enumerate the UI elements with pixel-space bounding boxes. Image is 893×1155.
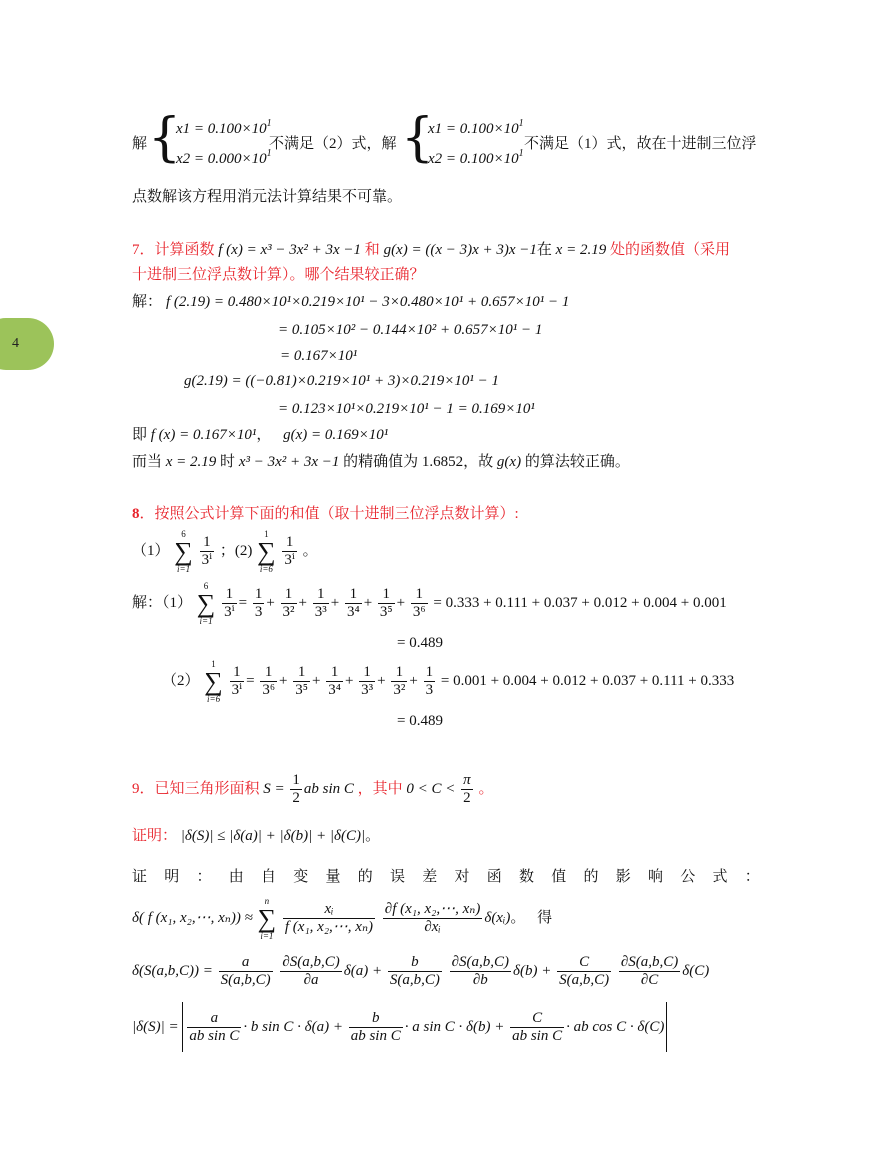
q9-spaced-line [132,866,760,888]
spaced-char: 对 [454,869,470,885]
spaced-char: 数 [519,869,535,885]
sum-symbol-1: 6 ∑ i=1 [174,528,193,574]
q7-solution-label: 解： [132,294,163,310]
spaced-char: 公 [680,869,696,885]
left-brace-1: { [148,108,182,168]
q7-title: 7．计算函数 f (x) = x³ − 3x² + 3x −1 和 g(x) = ((x − 3)x + 3)x −1在 x = 2.19 处的函数值（采用 [132,242,730,258]
p6-middle-text: 不满足（2）式，解 [269,136,397,152]
p6-sys1-row1: $x1 = 0.100\times 10^1$ [176,118,272,137]
q7-title-line2: 十进制三位浮点数计算）。哪个结果较正确？ [132,267,425,283]
spaced-char: 自 [261,869,277,885]
spaced-char: 明 [164,869,180,885]
p6-solution-label: 解 [132,136,148,152]
spaced-char: 量 [325,869,341,885]
spaced-char: 误 [390,869,406,885]
q9-prove-statement: 证明： |δ(S)| ≤ |δ(a)| + |δ(b)| + |δ(C)|。 [132,828,381,844]
sum-symbol-2: 1 ∑ i=6 [257,528,276,574]
q8-solution-row2: （2） 1 ∑ i=6 $\frac{1}{\text{3ⁱ}}$ = $\frac{1}{\text{3⁶}}$ + $\frac{1}{\text{3⁵}}$ + $\frac{1}{\text{3⁴}}$ + $\frac{1}{\text{3³}}$ + $\frac{1}{\text{3²}}$ + $\frac{1}{3}$ = 0.001 + 0.004 + 0.012 + 0.037 + 0.111 + 0.333 [162,658,735,704]
spaced-char: 式 [712,869,728,885]
spaced-char: 由 [228,869,244,885]
q9-formula: δ( f (x₁, x₂,⋯, xₙ)) ≈ n ∑ i=1 $\frac{\text{xᵢ}}{\text{f (x₁, x₂,⋯, xₙ)}}$ $\frac{\text{∂f (x₁, x₂,⋯, xₙ)}}{\text{∂xᵢ}}$ δ(xᵢ)。 得 [132,895,553,941]
left-brace-2: { [401,108,435,168]
spaced-char: 变 [293,869,309,885]
spaced-char: 的 [583,869,599,885]
p6-sys1-row2: $x2 = 0.000\times 10^1$ [176,148,272,167]
q8-parts: （1） 6 ∑ i=1 $\frac{1}{\text{3ⁱ}}$ ；(2) 1 ∑ i=6 $\frac{1}{\text{3ⁱ}}$ 。 [132,528,318,574]
spaced-char: ： [744,869,760,885]
q7-f-line3: = 0.167×10¹ [280,348,358,364]
p6-sys2-row2: $x2 = 0.100\times 10^1$ [428,148,524,167]
q9-title: 9．已知三角形面积 S = $\frac{1}{2}$ ab sin C ，其中 0 < C < $\frac{\pi}{2}$ 。 [132,772,494,807]
spaced-char: 值 [551,869,567,885]
q8-result1: = 0.489 [397,635,443,651]
q7-g-line2: = 0.123×10¹×0.219×10¹ − 1 = 0.169×10¹ [278,401,535,417]
page-number-badge: 4 [0,318,54,370]
spaced-char: 响 [648,869,664,885]
q9-eq2: |δ(S)| = $\frac{a}{\text{ab sin C}}$ · b sin C · δ(a) + $\frac{b}{\text{ab sin C}}$ · a sin C · δ(b) + $\frac{C}{\text{ab sin C}}$ · ab cos C · δ(C) [132,1002,667,1052]
q8-title: 8．按照公式计算下面的和值（取十进制三位浮点数计算）: [132,506,519,522]
p6-tail-text: 不满足（1）式，故在十进制三位浮 [524,136,757,152]
q8-solution-row1: 解：（1） 6 ∑ i=1 $\frac{1}{\text{3ⁱ}}$ = $\frac{1}{3}$ + $\frac{1}{\text{3²}}$ + $\frac{1}{\text{3³}}$ + $\frac{1}{\text{3⁴}}$ + $\frac{1}{\text{3⁵}}$ + $\frac{1}{\text{3⁶}}$ = 0.333 + 0.111 + 0.037 + 0.012 + 0.004 + 0.001 [132,580,727,626]
spaced-char: 证 [132,869,148,885]
q7-f-line2: = 0.105×10² − 0.144×10² + 0.657×10¹ − 1 [278,322,543,338]
spaced-char: 影 [615,869,631,885]
spaced-char: 函 [486,869,502,885]
q7-f-line1: f (2.19) = 0.480×10¹×0.219×10¹ − 3×0.480×10¹ + 0.657×10¹ − 1 [166,294,570,310]
p6-sys2-row1: $x1 = 0.100\times 10^1$ [428,118,524,137]
q7-conclusion: 而当 x = 2.19 时 x³ − 3x² + 3x −1 的精确值为 1.6852，故 g(x) 的算法较正确。 [132,454,630,470]
q9-eq1: δ(S(a,b,C)) = $\frac{a}{S(a,b,C)}$ $\frac{\partial S(a,b,C)}{\partial a}$ δ(a) + $\frac{b}{S(a,b,C)}$ $\frac{\partial S(a,b,C)}{\partial b}$ δ(b) + $\frac{C}{S(a,b,C)}$ $\frac{\partial S(a,b,C)}{\partial C}$ δ(C) [132,954,710,989]
q7-g-line1: g(2.19) = ((−0.81)×0.219×10¹ + 3)×0.219×10¹ − 1 [184,373,499,389]
q7-results: 即 f (x) = 0.167×10¹， g(x) = 0.169×10¹ [132,427,389,443]
p6-line2: 点数解该方程用消元法计算结果不可靠。 [132,189,403,205]
q8-result2: = 0.489 [397,713,443,729]
spaced-char: 的 [357,869,373,885]
spaced-char: ： [196,869,212,885]
spaced-char: 差 [422,869,438,885]
